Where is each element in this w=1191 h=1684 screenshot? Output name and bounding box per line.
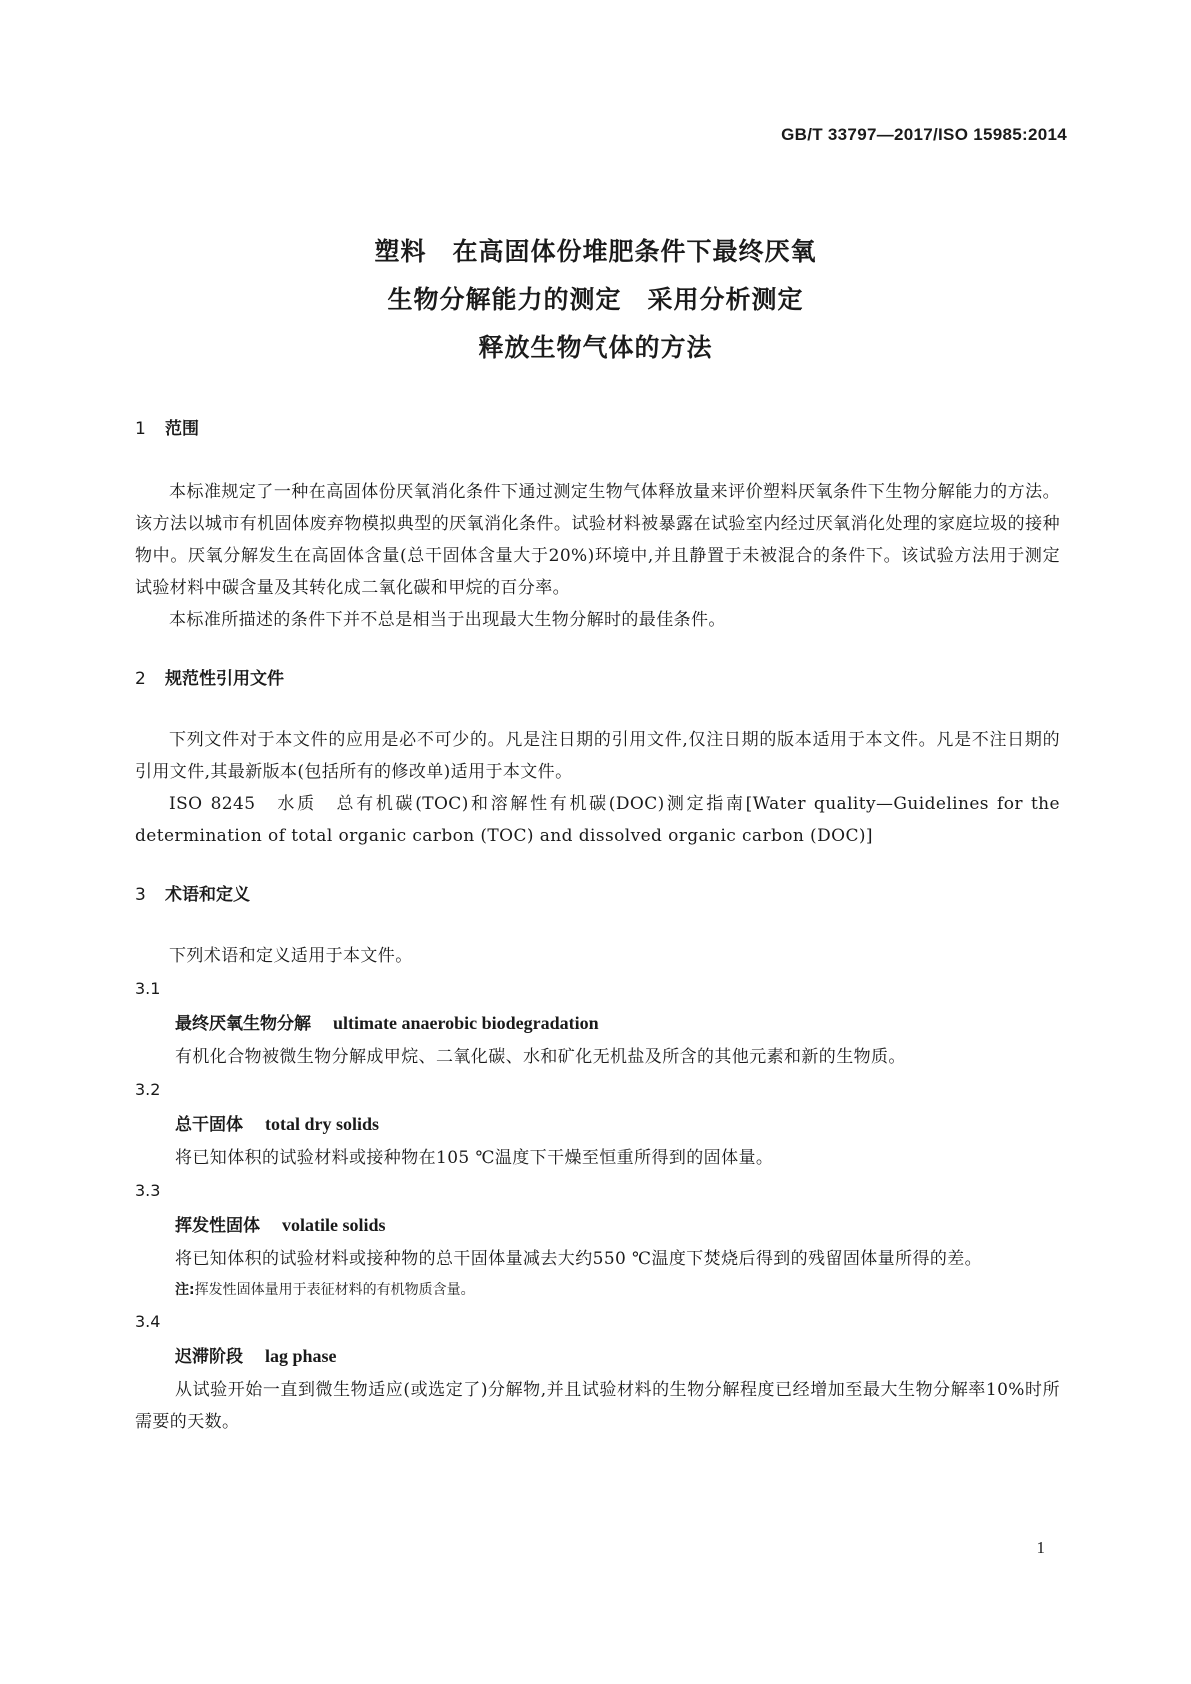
section-title: 范围 <box>165 419 199 439</box>
term-english: total dry solids <box>265 1114 380 1134</box>
section-title: 规范性引用文件 <box>165 669 284 689</box>
document-title <box>0 228 1191 372</box>
term-chinese: 最终厌氧生物分解 <box>175 1014 311 1034</box>
term-note <box>135 1275 1060 1305</box>
section-title: 术语和定义 <box>165 885 250 905</box>
note-label: 注: <box>175 1282 195 1298</box>
term-number: 3.2 <box>135 1080 161 1099</box>
paragraph: 本标准所描述的条件下并不总是相当于出现最大生物分解时的最佳条件。 <box>169 610 726 630</box>
term-definition: 从试验开始一直到微生物适应(或选定了)分解物,并且试验材料的生物分解程度已经增加至最大生物分解率10%时所需要的天数。 <box>135 1380 1060 1432</box>
term-chinese: 迟滞阶段 <box>175 1347 243 1367</box>
section-heading-scope <box>135 414 1060 444</box>
section-heading-terms-and-definitions <box>135 880 1060 910</box>
term-number: 3.4 <box>135 1312 161 1331</box>
title-line: 塑料 在高固体份堆肥条件下最终厌氧 <box>374 237 817 266</box>
term-english: volatile solids <box>282 1215 386 1235</box>
term-heading <box>135 1208 1060 1243</box>
paragraph: 本标准规定了一种在高固体份厌氧消化条件下通过测定生物气体释放量来评价塑料厌氧条件下生物分解能力的方法。该方法以城市有机固体废弃物模拟典型的厌氧消化条件。试验材料被暴露在试验室内经过厌氧消化处理的家庭垃圾的接种物中。厌氧分解发生在高固体含量(总干固体含量大于20%)环境中,并且静置于未被混合的条件下。该试验方法用于测定试验材料中碳含量及其转化成二氧化碳和甲烷的百分率。 <box>135 482 1060 598</box>
title-line: 释放生物气体的方法 <box>478 333 713 362</box>
term-heading <box>135 1339 1060 1374</box>
term-number: 3.3 <box>135 1181 161 1200</box>
title-line: 生物分解能力的测定 采用分析测定 <box>387 285 804 314</box>
reference-entry: ISO 8245 水质 总有机碳(TOC)和溶解性有机碳(DOC)测定指南[Water quality—Guidelines for the determination of total organic carbon (TOC) and dissolved organic carbon (DOC)] <box>135 794 1060 846</box>
section-heading-normative-references <box>135 664 1060 694</box>
term-chinese: 总干固体 <box>175 1115 243 1135</box>
term-chinese: 挥发性固体 <box>175 1216 260 1236</box>
section-number: 2 <box>135 669 146 689</box>
term-english: ultimate anaerobic biodegradation <box>333 1013 599 1033</box>
term-heading <box>135 1107 1060 1142</box>
term-heading <box>135 1006 1060 1041</box>
term-definition: 有机化合物被微生物分解成甲烷、二氧化碳、水和矿化无机盐及所含的其他元素和新的生物质。 <box>175 1047 906 1067</box>
section-number: 3 <box>135 885 146 905</box>
standard-code: GB/T 33797—2017/ISO 15985:2014 <box>781 125 1067 144</box>
section-number: 1 <box>135 419 146 439</box>
term-number: 3.1 <box>135 979 161 998</box>
note-text: 挥发性固体量用于表征材料的有机物质含量。 <box>194 1282 475 1298</box>
term-definition: 将已知体积的试验材料或接种物的总干固体量减去大约550 ℃温度下焚烧后得到的残留固体量所得的差。 <box>175 1249 983 1269</box>
paragraph: 下列文件对于本文件的应用是必不可少的。凡是注日期的引用文件,仅注日期的版本适用于本文件。凡是不注日期的引用文件,其最新版本(包括所有的修改单)适用于本文件。 <box>135 730 1060 782</box>
term-definition: 将已知体积的试验材料或接种物在105 ℃温度下干燥至恒重所得到的固体量。 <box>175 1148 774 1168</box>
page-number: 1 <box>1036 1538 1045 1557</box>
document-body <box>135 414 1060 1438</box>
term-english: lag phase <box>265 1346 337 1366</box>
paragraph: 下列术语和定义适用于本文件。 <box>169 946 413 966</box>
